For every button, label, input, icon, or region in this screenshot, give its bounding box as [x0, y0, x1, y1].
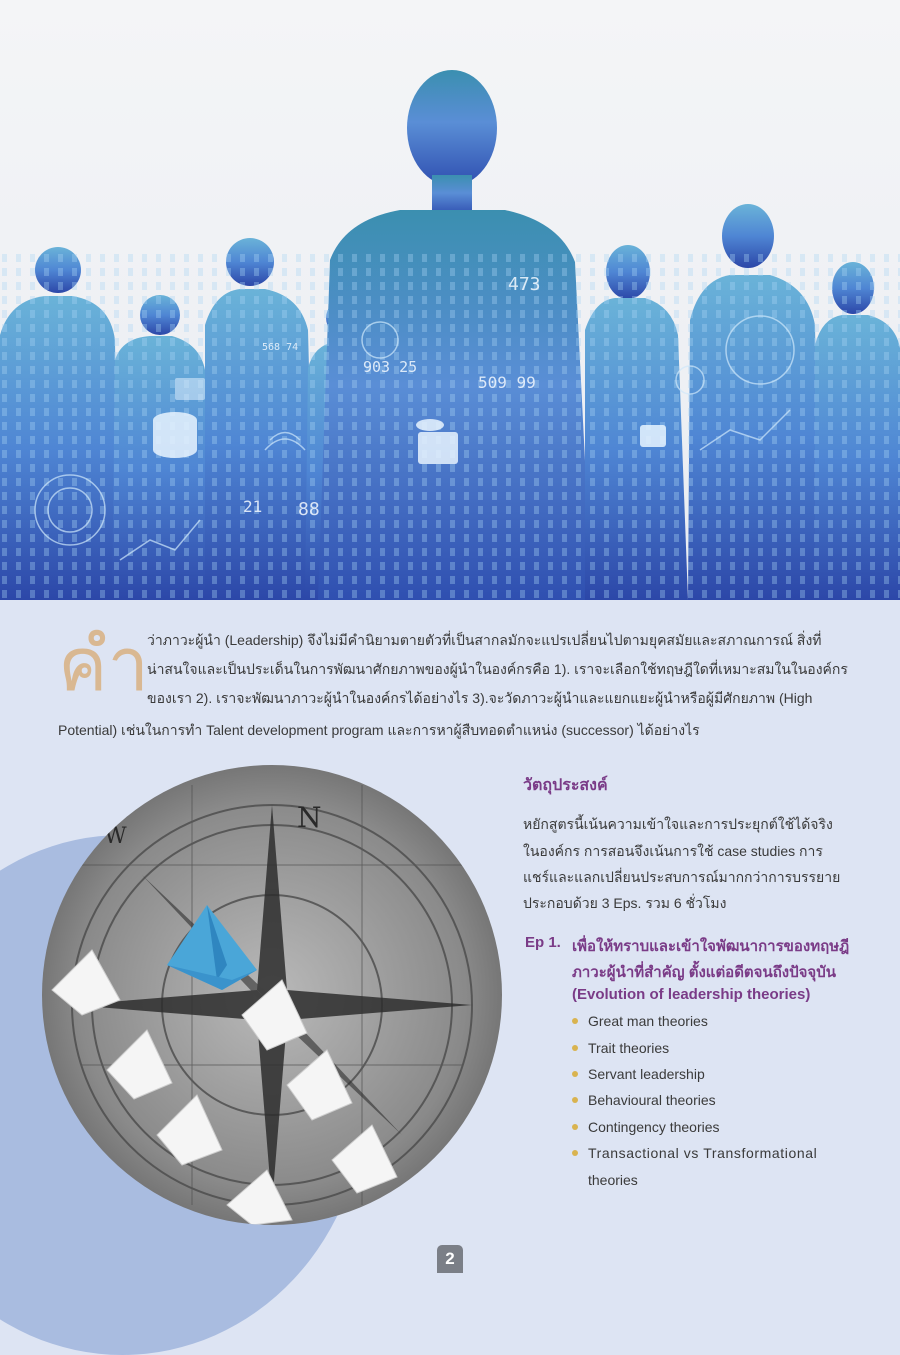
- list-item: [572, 1145, 817, 1161]
- intro-dropcap: คำ: [58, 622, 146, 708]
- compass-paper-boats-image: [42, 765, 502, 1225]
- list-item-text: Transactional vs Transformational: [588, 1145, 818, 1161]
- hero-readout-5: 88: [298, 499, 320, 520]
- episode-label: Ep 1.: [525, 934, 561, 951]
- hero-readout-4: 21: [243, 497, 263, 516]
- list-item-text: Trait theories: [588, 1040, 670, 1056]
- list-item: [572, 1066, 705, 1082]
- compass-letter-w: W: [104, 824, 127, 849]
- intro-line-2: น่าสนใจและเป็นประเด็นในการพัฒนาศักยภาพของผู้นำในองค์กรคือ 1). เราจะเลือกใช้ทฤษฎีใดที่เหมาะสมในในองค์กร: [147, 661, 848, 677]
- business-people-silhouettes: [0, 0, 900, 600]
- hero-readout-3: 509 99: [478, 373, 536, 392]
- list-item-continuation: theories: [588, 1172, 638, 1188]
- list-item-text: Great man theories: [588, 1013, 708, 1029]
- list-item-text: Behavioural theories: [588, 1092, 716, 1108]
- objective-line-1: หยักสูตรนี้เน้นความเข้าใจและการประยุกต์ใช้ได้จริง: [523, 816, 833, 832]
- episode-title-line-1: เพื่อให้ทราบและเข้าใจพัฒนาการของทฤษฎี: [572, 938, 850, 955]
- page-number: 2: [437, 1245, 463, 1273]
- bullet-dot: [572, 1150, 578, 1156]
- list-item: [572, 1119, 720, 1135]
- intro-line-1: ว่าภาวะผู้นำ (Leadership) จึงไม่มีคำนิยามตายตัวที่เป็นสากลมักจะแปรเปลี่ยนไปตามยุคสมัยและสภาณการณ์ สิ่งที่: [147, 632, 822, 648]
- list-item: [572, 1013, 708, 1029]
- objective-line-2: ในองค์กร การสอนจึงเน้นการใช้ case studies การ: [523, 843, 823, 859]
- hero-readout-2: 903 25: [363, 358, 418, 376]
- objective-line-4: ประกอบด้วย 3 Eps. รวม 6 ชั่วโมง: [523, 895, 727, 911]
- hero-readout-6: 568 74: [262, 342, 299, 353]
- objective-heading: วัตถุประสงค์: [523, 777, 608, 794]
- episode-title-line-3: (Evolution of leadership theories): [572, 986, 811, 1003]
- compass-letter-n: N: [297, 801, 322, 834]
- intro-line-3: ของเรา 2). เราจะพัฒนาภาวะผู้นำในองค์กรได้อย่างไร 3).จะวัดภาวะผู้นำและแยกแยะผู้นำหรือผู้มีศักยภาพ (High: [147, 690, 813, 706]
- intro-line-4: Potential) เช่นในการทำ Talent development program และการหาผู้สืบทอดตำแหน่ง (successor) ได้อย่างไร: [58, 722, 700, 738]
- episode-title-line-2: ภาวะผู้นำที่สำคัญ ตั้งแต่อดีตจนถึงปัจจุบัน: [572, 964, 836, 981]
- bullet-dot: [572, 1124, 578, 1130]
- list-item-text: Contingency theories: [588, 1119, 720, 1135]
- bullet-dot: [572, 1071, 578, 1077]
- objective-line-3: แชร์และแลกเปลี่ยนประสบการณ์มากกว่าการบรรยาย: [523, 869, 841, 885]
- bullet-dot: [572, 1018, 578, 1024]
- hero-readout-1: 473: [508, 274, 541, 295]
- list-item-text: Servant leadership: [588, 1066, 705, 1082]
- bullet-dot: [572, 1097, 578, 1103]
- list-item: [572, 1092, 716, 1108]
- bullet-dot: [572, 1045, 578, 1051]
- hero-image: [0, 0, 900, 600]
- list-item: [572, 1040, 669, 1056]
